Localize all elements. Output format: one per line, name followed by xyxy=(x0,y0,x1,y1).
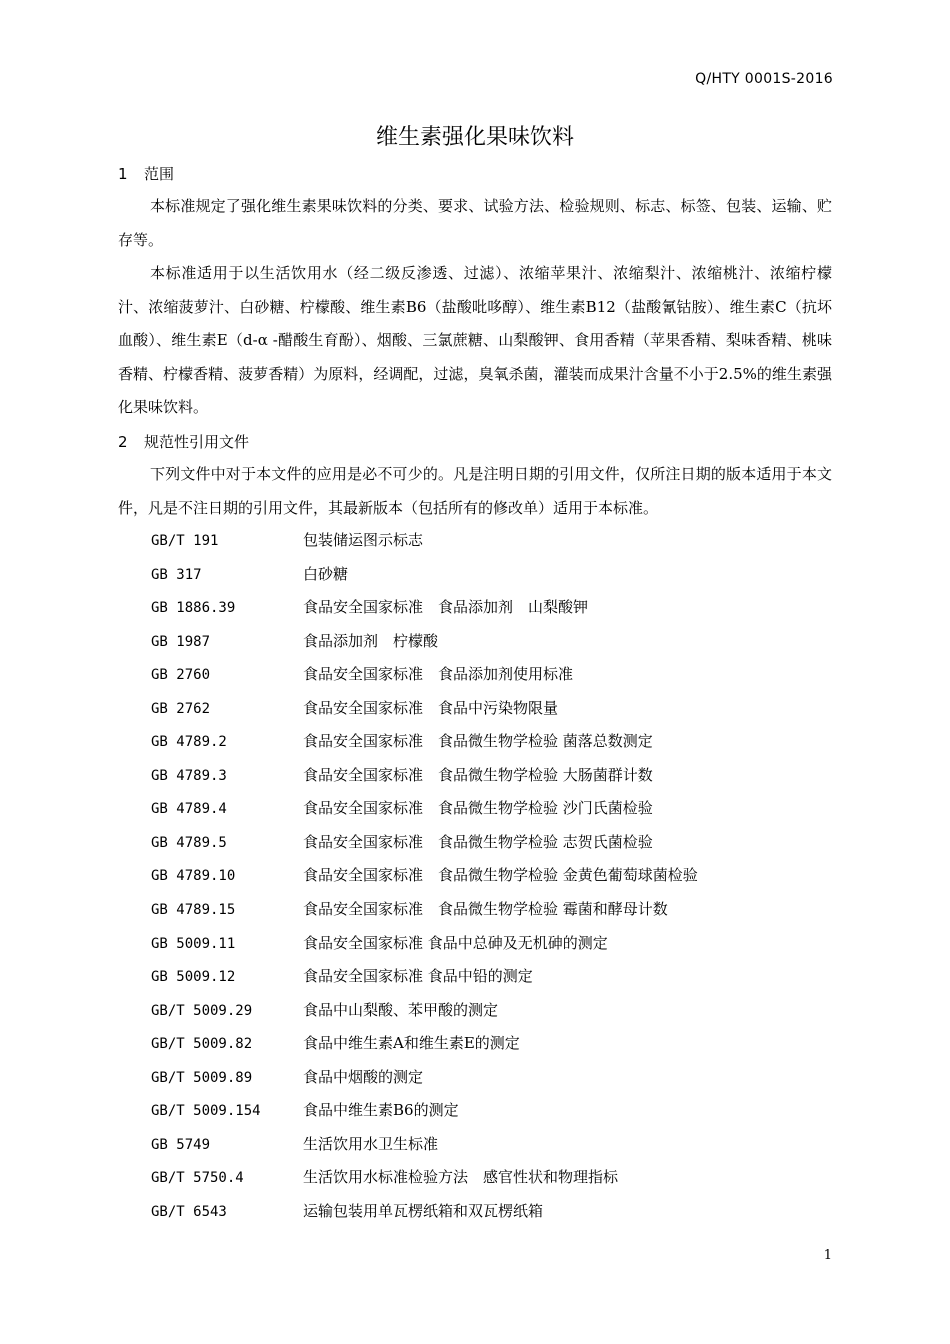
page-number: 1 xyxy=(823,1248,832,1263)
section-2-heading xyxy=(118,431,249,452)
reference-title: 食品安全国家标准 食品微生物学检验 金黄色葡萄球菌检验 xyxy=(303,866,698,885)
reference-item xyxy=(151,1027,698,1061)
reference-item xyxy=(151,1061,698,1095)
reference-item xyxy=(151,591,698,625)
reference-item xyxy=(151,994,698,1028)
reference-code: GB 4789.10 xyxy=(151,868,236,885)
normative-references-list xyxy=(151,524,698,1228)
reference-code: GB 4789.2 xyxy=(151,734,227,751)
reference-code: GB 4789.15 xyxy=(151,902,236,919)
reference-title: 食品中山梨酸、苯甲酸的测定 xyxy=(303,1000,499,1019)
reference-item xyxy=(151,692,698,726)
reference-title: 食品安全国家标准 食品中总砷及无机砷的测定 xyxy=(303,933,608,952)
reference-item xyxy=(151,1161,698,1195)
reference-item xyxy=(151,658,698,692)
reference-title: 食品安全国家标准 食品微生物学检验 霉菌和酵母计数 xyxy=(303,900,668,919)
reference-item xyxy=(151,927,698,961)
reference-item xyxy=(151,759,698,793)
reference-code: GB/T 191 xyxy=(151,533,219,549)
reference-title: 运输包装用单瓦楞纸箱和双瓦楞纸箱 xyxy=(303,1201,544,1220)
reference-item xyxy=(151,1195,698,1229)
reference-item xyxy=(151,1094,698,1128)
reference-title: 食品中维生素A和维生素E的测定 xyxy=(303,1034,520,1053)
reference-item xyxy=(151,960,698,994)
reference-item xyxy=(151,826,698,860)
reference-code: GB 2760 xyxy=(151,667,211,684)
reference-item xyxy=(151,792,698,826)
reference-title: 食品添加剂 柠檬酸 xyxy=(303,631,439,650)
section-number: 2 xyxy=(118,433,128,451)
reference-title: 食品安全国家标准 食品微生物学检验 沙门氏菌检验 xyxy=(303,799,653,818)
reference-code: GB 4789.4 xyxy=(151,801,227,818)
reference-title: 食品安全国家标准 食品中铅的测定 xyxy=(303,967,533,986)
reference-code: GB 5009.11 xyxy=(151,935,236,952)
reference-code: GB/T 5009.154 xyxy=(151,1103,261,1120)
reference-item xyxy=(151,1128,698,1162)
reference-code: GB 317 xyxy=(151,566,202,583)
reference-title: 食品安全国家标准 食品添加剂 山梨酸钾 xyxy=(303,598,589,617)
scope-paragraph-1: 本标准规定了强化维生素果味饮料的分类、要求、试验方法、检验规则、标志、标签、包装、运输、贮存等。 xyxy=(118,197,832,249)
reference-title: 食品安全国家标准 食品添加剂使用标准 xyxy=(303,665,574,684)
reference-code: GB 2762 xyxy=(151,700,211,717)
reference-code: GB/T 5009.89 xyxy=(151,1069,253,1086)
reference-code: GB 4789.5 xyxy=(151,834,227,851)
reference-item xyxy=(151,725,698,759)
standard-code: Q/HTY 0001S-2016 xyxy=(695,71,833,87)
reference-code: GB 1987 xyxy=(151,633,211,650)
reference-title: 食品安全国家标准 食品微生物学检验 大肠菌群计数 xyxy=(303,765,653,784)
reference-title: 食品安全国家标准 食品微生物学检验 志贺氏菌检验 xyxy=(303,832,653,851)
section-title: 范围 xyxy=(144,165,175,183)
reference-code: GB/T 5750.4 xyxy=(151,1170,244,1187)
reference-title: 生活饮用水卫生标准 xyxy=(303,1134,439,1153)
reference-title: 包装储运图示标志 xyxy=(303,531,424,549)
reference-title: 食品安全国家标准 食品微生物学检验 菌落总数测定 xyxy=(303,732,653,751)
reference-title: 食品中维生素B6的测定 xyxy=(303,1101,459,1120)
reference-code: GB/T 6543 xyxy=(151,1203,227,1220)
section-title: 规范性引用文件 xyxy=(144,433,250,451)
reference-title: 白砂糖 xyxy=(303,564,349,583)
reference-item xyxy=(151,524,698,558)
document-title: 维生素强化果味饮料 xyxy=(375,125,574,150)
references-intro-paragraph: 下列文件中对于本文件的应用是必不可少的。凡是注明日期的引用文件，仅所注日期的版本适用于本文件，凡是不注日期的引用文件，其最新版本（包括所有的修改单）适用于本标准。 xyxy=(118,465,832,517)
reference-item xyxy=(151,859,698,893)
reference-code: GB/T 5009.29 xyxy=(151,1002,253,1019)
reference-title: 食品中烟酸的测定 xyxy=(303,1067,424,1086)
reference-code: GB 5009.12 xyxy=(151,969,236,986)
section-1-heading xyxy=(118,163,174,184)
scope-paragraph-2: 本标准适用于以生活饮用水（经二级反渗透、过滤）、浓缩苹果汁、浓缩梨汁、浓缩桃汁、浓缩柠檬汁、浓缩菠萝汁、白砂糖、柠檬酸、维生素B6（盐酸吡哆醇）、维生素B12（盐酸氰钴胺）、维生素C（抗坏血酸）、维生素E（d-α -醋酸生育酚）、烟酸、三氯蔗糖、山梨酸钾、食用香精（苹果香精、梨味香精、桃味香精、柠檬香精、菠萝香精）为原料，经调配，过滤，臭氧杀菌，灌装而成果汁含量不小于2.5%的维生素强化果味饮料。 xyxy=(118,264,832,417)
reference-item xyxy=(151,893,698,927)
reference-title: 生活饮用水标准检验方法 感官性状和物理指标 xyxy=(303,1168,619,1187)
reference-code: GB 5749 xyxy=(151,1136,211,1153)
reference-code: GB/T 5009.82 xyxy=(151,1036,253,1053)
reference-title: 食品安全国家标准 食品中污染物限量 xyxy=(303,698,559,717)
reference-code: GB 4789.3 xyxy=(151,767,227,784)
reference-code: GB 1886.39 xyxy=(151,600,236,617)
reference-item xyxy=(151,625,698,659)
section-number: 1 xyxy=(118,165,128,183)
reference-item xyxy=(151,558,698,592)
